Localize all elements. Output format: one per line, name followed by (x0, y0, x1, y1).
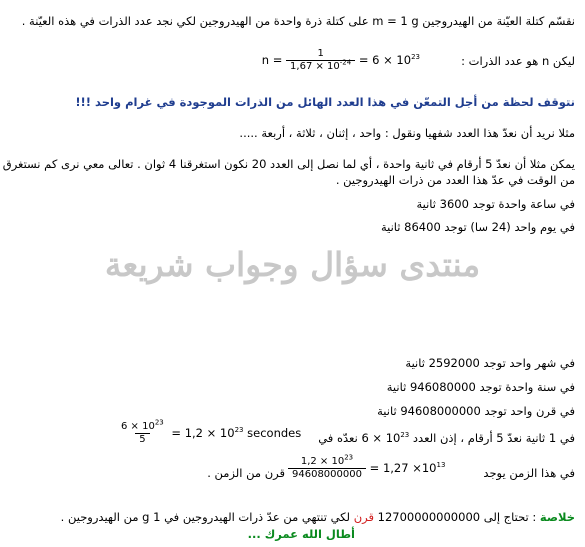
atom-fraction (286, 48, 355, 73)
atom-count-formula (10, 48, 575, 84)
centuries-fraction-denominator: 94608000000 (288, 468, 366, 481)
centuries-fraction (288, 453, 366, 481)
centuries-tail: قرن من الزمن . (207, 466, 285, 480)
centuries-line (10, 453, 575, 492)
intro-line: نقسّم كتلة العيّنة من الهيدروجين m = 1 g على كتلة ذرة واحدة من الهيدروجين لكي نجد عدد الذرات في هذه العيّنة . (21, 14, 575, 28)
seconds-per-month: في شهر واحد توجد 2592000 ثانية (405, 356, 575, 370)
time-fraction-numerator: $6 \times 10^{23}$ (121, 418, 164, 432)
time-fraction-denominator: 5 (135, 433, 149, 446)
time-fraction (117, 418, 168, 446)
counting-time-expression (117, 418, 302, 446)
counting-rate-line: يمكن مثلا أن نعدّ 5 أرقام في ثانية واحدة ، أي لما نصل إلى العدد 20 نكون استغرقنا 4 ثوان . تعالى معي نرى كم نستغرق (2, 157, 575, 171)
counting-line: مثلا نريد أن نعدّ هذا العدد شفهيا ونقول : واحد ، إثنان ، ثلاثة ، أربعة ..... (239, 126, 575, 140)
formula-expression (262, 48, 420, 73)
conclusion-line (10, 510, 575, 525)
counting-time-line (10, 418, 575, 457)
fraction-denominator: $1,67 \times 10^{-24}$ (286, 60, 355, 73)
counting-rate-line-2: من الوقت في عدّ هذا العدد من ذرات الهيدروجين . (335, 173, 575, 187)
conclusion-label: خلاصة (539, 510, 575, 524)
seconds-per-year: في سنة واحدة توجد 946080000 ثانية (386, 380, 575, 394)
conclusion-highlight: قرن (353, 510, 374, 524)
centuries-expression (288, 453, 446, 481)
centuries-fraction-numerator: $1,2 \times 10^{23}$ (300, 453, 354, 467)
time-result: = $1,2 \times 10^{23}$ secondes (171, 426, 302, 440)
reflection-heading: نتوقف لحظة من أجل التمعّن في هذا العدد الهائل من الذرات الموجودة في غرام واحد !!! (75, 95, 575, 109)
seconds-per-day: في يوم واحد (24 سا) توجد 86400 ثانية (380, 220, 575, 234)
centuries-result: = $1,27 \times 10^{13}$ (369, 461, 446, 475)
formula-label: ليكن n هو عدد الذرات : (461, 54, 575, 68)
centuries-label: في هذا الزمن يوجد (483, 466, 575, 480)
fraction-numerator: 1 (317, 48, 324, 59)
conclusion-text-2: لكي تنتهي من عدّ ذرات الهيدروجين في 1 g من الهيدروجين . (60, 510, 351, 524)
forum-watermark: منتدى سؤال وجواب شريعة (104, 245, 481, 284)
counting-time-text: في 1 ثانية نعدّ 5 أرقام ، إذن العدد $6 \times 10^{23}$ نعدّه في (318, 431, 575, 445)
formula-result: = $6 \times 10^{23}$ (358, 53, 420, 67)
seconds-per-hour: في ساعة واحدة توجد 3600 ثانية (416, 197, 575, 211)
n-equals: n = (261, 53, 283, 67)
seconds-per-century: في قرن واحد توجد 94608000000 ثانية (377, 404, 575, 418)
conclusion-text-1: : تحتاج إلى 12700000000000 (377, 510, 537, 524)
closing-blessing: أطال الله عمرك ... (247, 527, 355, 541)
